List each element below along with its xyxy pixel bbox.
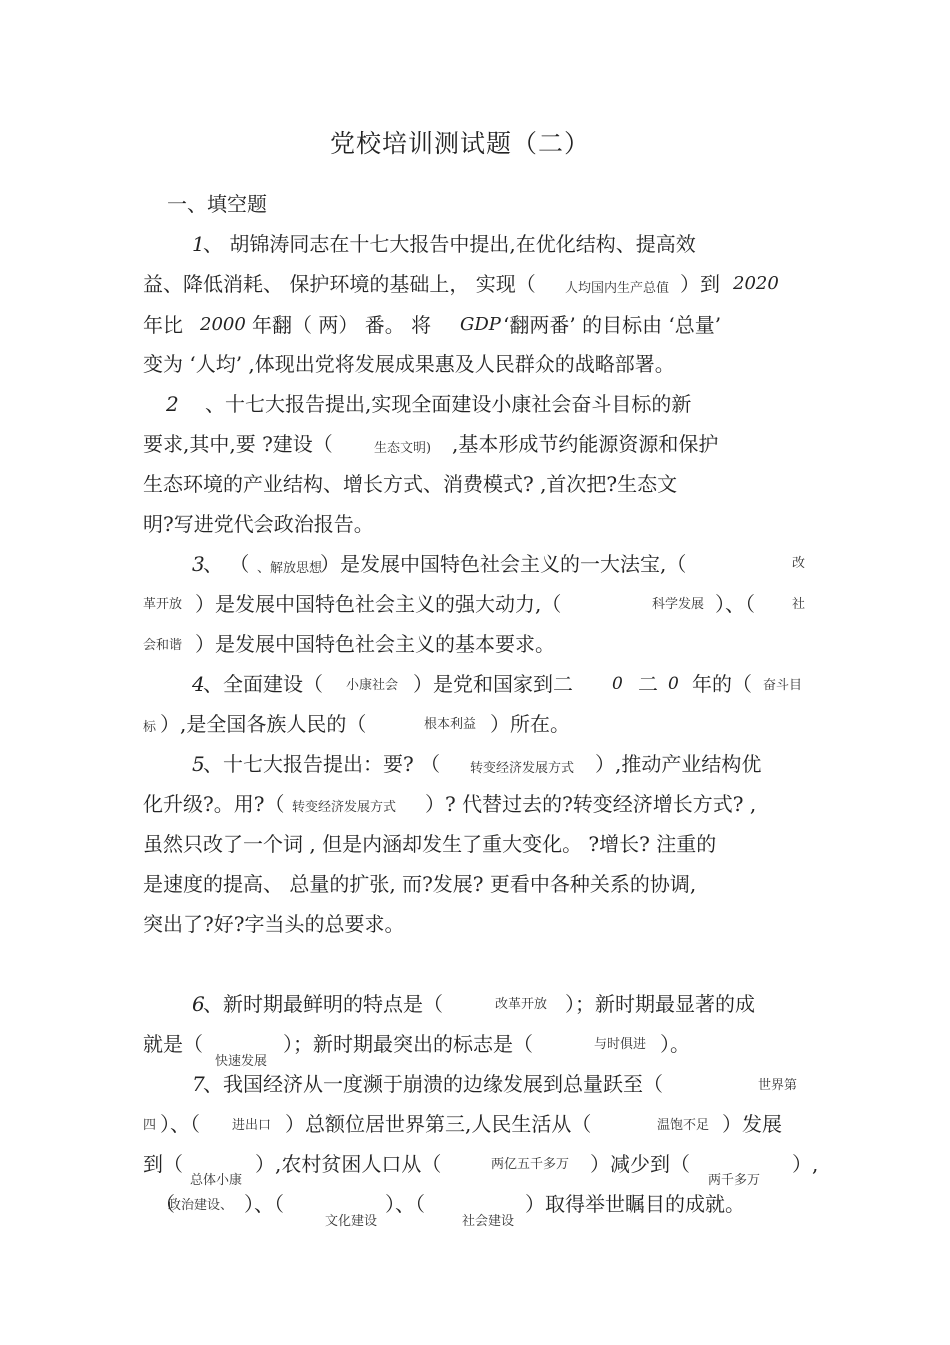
year-digit: 二 <box>638 672 658 696</box>
year-value: 2020 <box>733 273 779 294</box>
answer: 标 <box>143 720 157 735</box>
question-text: ）是党和国家到二 <box>413 672 573 696</box>
question-text: 虽然只改了一个词 , 但是内涵却发生了重大变化。 ?增长? 注重的 <box>143 832 717 856</box>
answer: 快速发展 <box>215 1054 268 1069</box>
question-text: ）、（ <box>160 1112 200 1136</box>
question-text: 明?写进党代会政治报告。 <box>143 512 374 536</box>
question-text: 突出了?好?字当头的总要求。 <box>143 912 405 936</box>
question-text: ）是发展中国特色社会主义的强大动力,（ <box>195 592 562 616</box>
answer: 四 <box>143 1118 157 1133</box>
question-text: ）。 <box>660 1032 690 1056</box>
question-text: 变为 ‘人均’ ,体现出党将发展成果惠及人民群众的战略部署。 <box>143 352 675 376</box>
answer: 世界第 <box>758 1078 798 1093</box>
answer: 温饱不足 <box>657 1118 710 1133</box>
answer: 革开放 <box>143 597 183 612</box>
answer: 政治建设、 <box>168 1198 234 1213</box>
question-text: （ <box>155 1192 175 1216</box>
question-text: ）发展 <box>722 1112 782 1136</box>
question-text: ）；新时期最突出的标志是（ <box>283 1032 533 1056</box>
answer: 会和谐 <box>143 638 183 653</box>
question-text: 、十七大报告提出：要? （ <box>203 752 441 776</box>
question-text: 年翻（ 两） 番。 将 <box>252 313 432 337</box>
question-text: ）? 代替过去的?转变经济增长方式? , <box>425 792 757 816</box>
question-text: ）,是全国各族人民的（ <box>160 712 367 736</box>
question-text: ）、（ <box>244 1192 284 1216</box>
answer: 人均国内生产总值 <box>565 281 670 296</box>
answer: 文化建设 <box>325 1214 378 1229</box>
question-text: ）所在。 <box>490 712 570 736</box>
question-number: 3 <box>192 552 205 576</box>
question-text: 到（ <box>143 1152 183 1176</box>
answer: 总体小康 <box>190 1173 243 1188</box>
question-text: 、全面建设（ <box>203 672 323 696</box>
question-text: ）到 <box>680 272 720 296</box>
question-text: 、 胡锦涛同志在十七大报告中提出,在优化结构、提高效 <box>203 232 696 256</box>
question-text: 益、降低消耗、 保护环境的基础上， 实现（ <box>143 272 536 296</box>
question-number: 6 <box>192 992 205 1016</box>
answer: 改 <box>792 556 806 571</box>
question-text: ）、（ <box>715 592 755 616</box>
question-text: ）,推动产业结构优 <box>595 752 762 776</box>
question-text: 是速度的提高、 总量的扩张, 而?发展? 更看中各种关系的协调, <box>143 872 697 896</box>
question-text: 、 （ <box>203 552 250 576</box>
question-text: 、我国经济从一度濒于崩溃的边缘发展到总量跃至（ <box>203 1072 663 1096</box>
question-number: 1 <box>192 232 205 256</box>
question-number: 7 <box>192 1072 205 1096</box>
question-text: ）,农村贫困人口从（ <box>255 1152 442 1176</box>
page-title: 党校培训测试题（二） <box>330 129 591 158</box>
question-text: 就是（ <box>143 1032 203 1056</box>
question-text: ）是发展中国特色社会主义的基本要求。 <box>195 632 555 656</box>
question-text: ）, <box>792 1152 819 1176</box>
year-value: 2000 <box>200 314 246 335</box>
question-text: ）取得举世瞩目的成就。 <box>525 1192 745 1216</box>
answer: 两亿五千多万 <box>491 1157 570 1172</box>
answer: 社 <box>792 597 806 612</box>
question-text: 化升级?。用?（ <box>143 792 285 816</box>
question-text: ）；新时期最显著的成 <box>565 992 755 1016</box>
answer: 科学发展 <box>652 597 705 612</box>
question-text: 生态环境的产业结构、增长方式、消费模式? ,首次把?生态文 <box>143 472 678 496</box>
answer: 转变经济发展方式 <box>470 761 575 776</box>
answer: 小康社会 <box>346 678 399 693</box>
answer: 进出口 <box>232 1118 272 1133</box>
answer: 社会建设 <box>462 1214 515 1229</box>
year-digit: 0 <box>668 674 679 694</box>
question-number: 2 <box>166 392 179 416</box>
answer: 、解放思想 <box>257 561 323 576</box>
question-text: 年比 <box>143 313 183 337</box>
question-text: ）是发展中国特色社会主义的一大法宝,（ <box>320 552 687 576</box>
question-number: 4 <box>192 672 205 696</box>
answer: 改革开放 <box>495 997 548 1012</box>
answer: 根本利益 <box>424 717 477 732</box>
answer: 两千多万 <box>708 1173 761 1188</box>
question-text: ,基本形成节约能源资源和保护 <box>452 432 719 456</box>
question-text: ）、（ <box>385 1192 425 1216</box>
question-text: ）减少到（ <box>590 1152 690 1176</box>
answer: 与时俱进 <box>594 1037 647 1052</box>
gdp-term: GDP <box>460 314 501 335</box>
year-digit: 0 <box>612 674 623 694</box>
answer: 转变经济发展方式 <box>292 800 397 815</box>
question-text: ）总额位居世界第三,人民生活从（ <box>285 1112 592 1136</box>
question-text: 要求,其中,要 ?建设（ <box>143 432 333 456</box>
answer: 奋斗目 <box>763 678 803 693</box>
answer: 生态文明) <box>374 441 432 456</box>
question-text: 、十七大报告提出,实现全面建设小康社会奋斗目标的新 <box>205 392 692 416</box>
section-heading: 一、填空题 <box>167 192 267 216</box>
question-text: 年的（ <box>692 672 752 696</box>
question-text: ‘翻两番’ 的目标由 ‘总量’ <box>503 313 722 337</box>
question-number: 5 <box>192 752 205 776</box>
question-text: 、新时期最鲜明的特点是（ <box>203 992 443 1016</box>
